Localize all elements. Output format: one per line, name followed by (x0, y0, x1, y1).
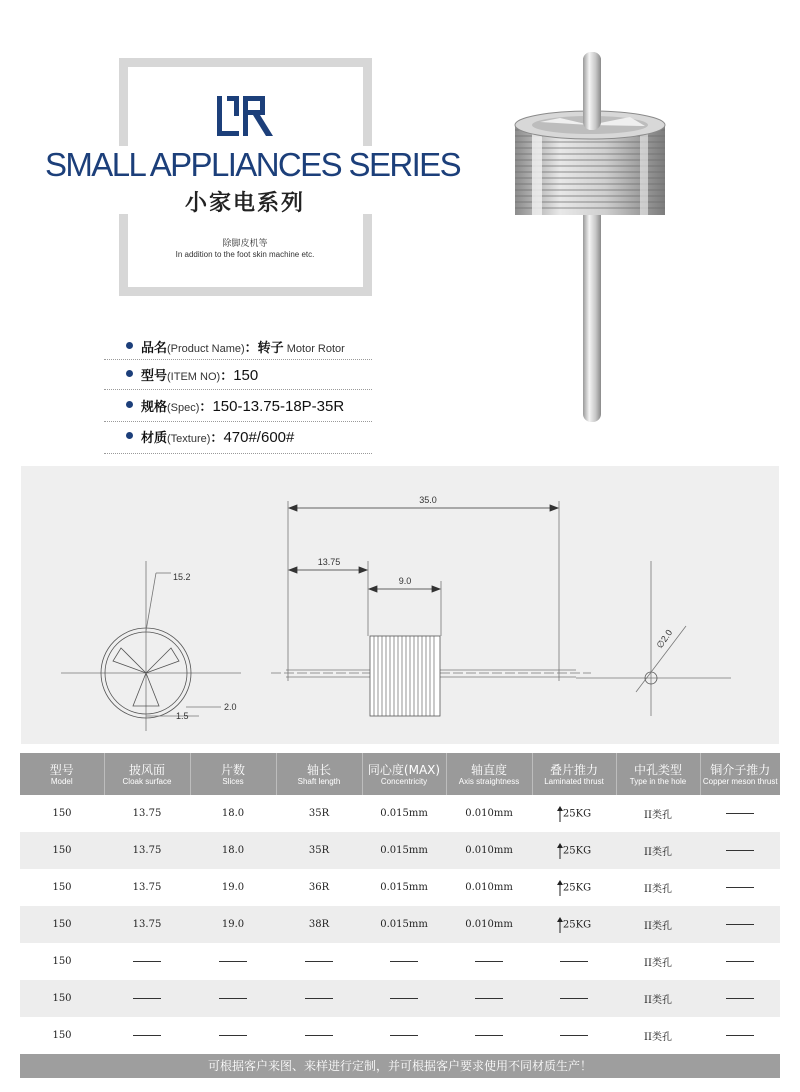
header-laminated-thrust: 叠片推力 Laminated thrust (532, 753, 616, 795)
spec-texture: 材质(Texture)：470#/600# (126, 427, 294, 449)
cell-laminated-thrust (532, 943, 616, 980)
cell-axis-straightness: 0.010mm (465, 882, 513, 893)
cell-slices (190, 980, 276, 1017)
cell-shaft-length: 35R (276, 832, 362, 869)
cell-hole-type: II类孔 (616, 980, 700, 1017)
cell-copper-meson-thrust (700, 869, 780, 906)
series-subtitle-cn: 除脚皮机等 (222, 239, 268, 249)
header-hole-type: 中孔类型 Type in the hole (616, 753, 700, 795)
thrust-arrow-icon (557, 880, 563, 896)
header-shaft-length: 轴长 Shaft length (276, 753, 362, 795)
cell-copper-meson-thrust (700, 943, 780, 980)
cell-axis-straightness: 0.010mm (446, 832, 532, 869)
cell-cloak-surface: 13.75 (132, 882, 162, 893)
cell-shaft-length (276, 943, 362, 980)
cell-concentricity (362, 1017, 446, 1054)
spec-item-no: 型号(ITEM NO)：150 (126, 365, 258, 387)
cell-copper-meson-thrust (700, 795, 780, 832)
cell-slices: 18.0 (190, 832, 276, 869)
cell-axis-straightness: 0.010mm (446, 906, 532, 943)
empty-dash (133, 998, 161, 999)
dim-rib-width: 1.5 (176, 711, 189, 721)
motor-rotor-image (480, 40, 720, 430)
bullet-icon (126, 342, 133, 349)
table-row (20, 906, 780, 943)
series-title-en: SMALL APPLIANCES SERIES (45, 146, 461, 183)
dim-cloak-surface: 13.75 (317, 557, 341, 567)
cell-cloak-surface (104, 980, 190, 1017)
cell-cloak-surface (104, 1017, 190, 1054)
empty-dash (219, 998, 247, 999)
footer-note: 可根据客户来图、来样进行定制，并可根据客户要求使用不同材质生产！ (20, 1054, 780, 1078)
thrust-value: 25KG (562, 919, 592, 930)
cell-hole-type: II类孔 (616, 906, 700, 943)
empty-dash (726, 924, 754, 925)
header-model: 型号 Model (20, 753, 104, 795)
cell-slices: 19.0 (190, 906, 276, 943)
bullet-icon (126, 401, 133, 408)
empty-dash (305, 1035, 333, 1036)
table-row (20, 832, 780, 869)
thrust-arrow-icon (557, 917, 563, 933)
cell-model: 150 (20, 906, 104, 943)
cell-axis-straightness: 0.010mm (465, 808, 513, 819)
empty-dash (726, 850, 754, 851)
cell-model: 150 (20, 980, 104, 1017)
empty-dash (305, 961, 333, 962)
header-concentricity: 同心度(MAX) Concentricity (362, 753, 446, 795)
series-title-cn: 小家电系列 (184, 191, 305, 216)
empty-dash (475, 998, 503, 999)
dim-slot-gap: 2.0 (224, 702, 237, 712)
thrust-value: 25KG (562, 808, 592, 819)
cell-laminated-thrust (532, 1017, 616, 1054)
divider (104, 359, 372, 360)
table-row (20, 943, 780, 980)
header-axis-straightness: 轴直度 Axis straightness (446, 753, 532, 795)
cell-cloak-surface: 13.75 (132, 808, 162, 819)
cell-laminated-thrust (532, 832, 616, 869)
cell-slices (190, 943, 276, 980)
bullet-icon (126, 370, 133, 377)
table-row (20, 1017, 780, 1054)
dim-stack-length: 9.0 (398, 576, 412, 586)
empty-dash (726, 813, 754, 814)
cell-concentricity (362, 980, 446, 1017)
cell-copper-meson-thrust (700, 832, 780, 869)
cell-copper-meson-thrust (700, 906, 780, 943)
spec-product-name: 品名(Product Name)：转子 Motor Rotor (126, 337, 345, 359)
empty-dash (726, 1035, 754, 1036)
empty-dash (133, 1035, 161, 1036)
cell-shaft-length: 35R (308, 808, 330, 819)
empty-dash (726, 961, 754, 962)
cell-shaft-length: 36R (308, 882, 330, 893)
cell-model: 150 (52, 882, 72, 893)
empty-dash (219, 961, 247, 962)
empty-dash (475, 961, 503, 962)
spec-spec: 规格(Spec)：150-13.75-18P-35R (126, 396, 344, 418)
cell-hole-type: II类孔 (644, 1032, 672, 1043)
cell-model: 150 (52, 956, 72, 967)
empty-dash (390, 998, 418, 999)
cell-laminated-thrust (532, 906, 616, 943)
cell-copper-meson-thrust (700, 980, 780, 1017)
empty-dash (726, 887, 754, 888)
cell-cloak-surface (104, 943, 190, 980)
cell-concentricity: 0.015mm (380, 808, 428, 819)
table-row (20, 869, 780, 906)
series-subtitle-en: In addition to the foot skin machine etc. (175, 250, 315, 259)
dim-shaft-diameter: ∅2.0 (654, 627, 675, 651)
cell-hole-type: II类孔 (616, 832, 700, 869)
cell-cloak-surface: 13.75 (104, 906, 190, 943)
thrust-value: 25KG (562, 882, 592, 893)
cell-laminated-thrust (532, 795, 616, 832)
cell-hole-type: II类孔 (644, 884, 672, 895)
cell-shaft-length: 38R (276, 906, 362, 943)
empty-dash (560, 1035, 588, 1036)
bullet-icon (126, 432, 133, 439)
spec-table (20, 753, 780, 1054)
empty-dash (305, 998, 333, 999)
table-row (20, 980, 780, 1017)
table-header-row (20, 753, 780, 795)
empty-dash (390, 961, 418, 962)
cell-concentricity: 0.015mm (362, 832, 446, 869)
cell-slices: 18.0 (221, 808, 245, 819)
thrust-arrow-icon (557, 806, 563, 822)
cell-slices (190, 1017, 276, 1054)
empty-dash (133, 961, 161, 962)
cell-model: 150 (20, 832, 104, 869)
cell-model: 150 (52, 808, 72, 819)
dim-total-length: 35.0 (419, 495, 437, 505)
cell-cloak-surface: 13.75 (104, 832, 190, 869)
cell-model: 150 (52, 1030, 72, 1041)
empty-dash (475, 1035, 503, 1036)
empty-dash (219, 1035, 247, 1036)
cell-slices: 19.0 (221, 882, 245, 893)
thrust-arrow-icon (557, 843, 563, 859)
cell-concentricity: 0.015mm (380, 882, 428, 893)
divider (104, 389, 372, 390)
cell-axis-straightness (446, 1017, 532, 1054)
cell-hole-type: II类孔 (644, 810, 672, 821)
header-cloak-surface: 披风面 Cloak surface (104, 753, 190, 795)
empty-dash (726, 998, 754, 999)
divider (104, 421, 372, 422)
empty-dash (560, 961, 588, 962)
empty-dash (560, 998, 588, 999)
cell-axis-straightness (446, 980, 532, 1017)
technical-drawing (21, 466, 779, 744)
cell-shaft-length (276, 980, 362, 1017)
brand-logo-icon (213, 92, 283, 140)
divider (104, 453, 372, 454)
dim-outer-diameter: 15.2 (173, 572, 191, 582)
cell-laminated-thrust (532, 980, 616, 1017)
cell-shaft-length (276, 1017, 362, 1054)
thrust-value: 25KG (562, 845, 592, 856)
cell-concentricity: 0.015mm (362, 906, 446, 943)
empty-dash (390, 1035, 418, 1036)
header-slices: 片数 Slices (190, 753, 276, 795)
cell-concentricity (362, 943, 446, 980)
cell-hole-type: II类孔 (644, 958, 672, 969)
cell-axis-straightness (446, 943, 532, 980)
table-row (20, 795, 780, 832)
header-copper-meson-thrust: 铜介子推力 Copper meson thrust (700, 753, 780, 795)
cell-laminated-thrust (532, 869, 616, 906)
cell-copper-meson-thrust (700, 1017, 780, 1054)
